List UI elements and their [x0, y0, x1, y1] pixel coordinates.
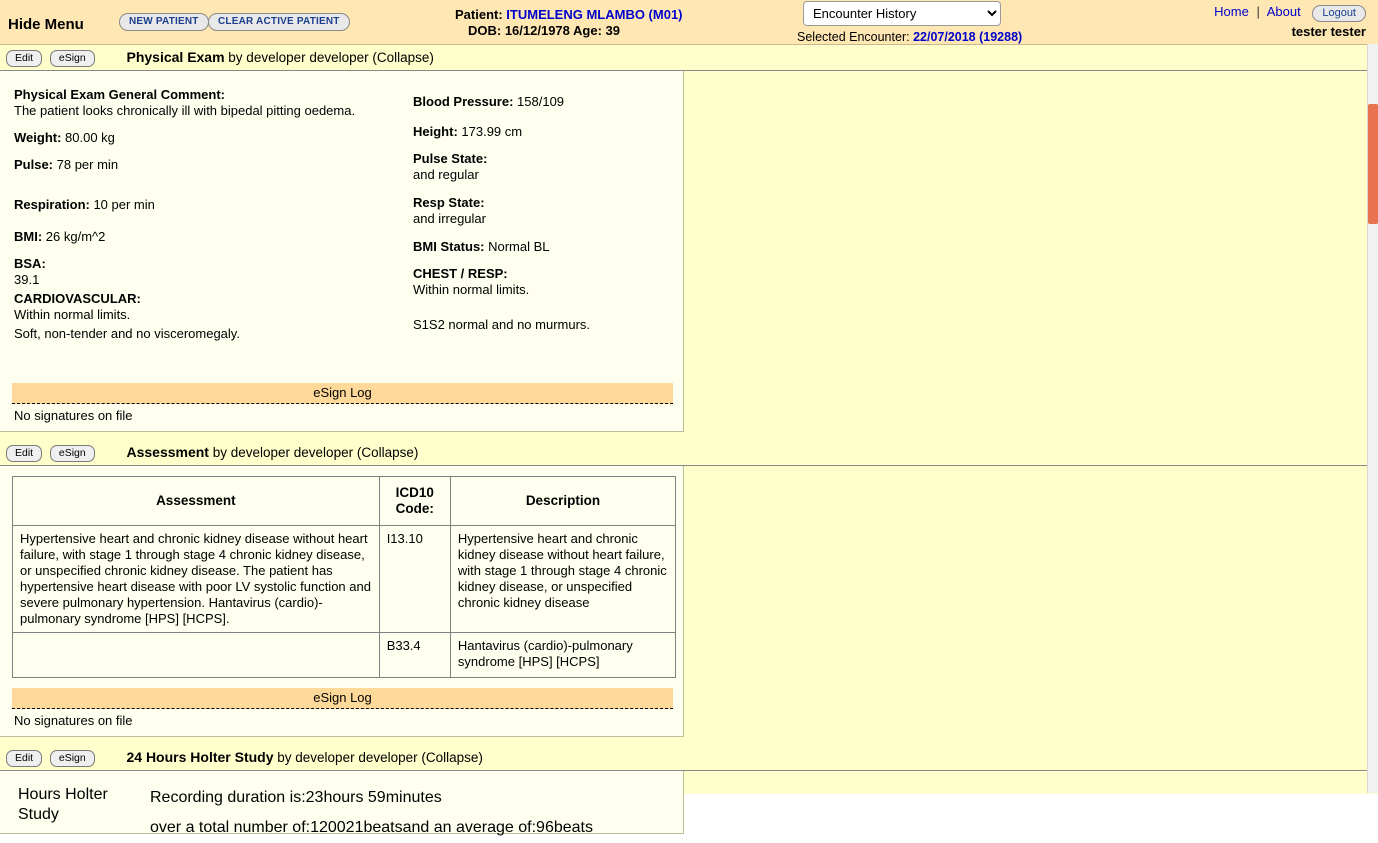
pe-field-label: CHEST / RESP:	[413, 265, 508, 281]
cell-assessment	[13, 632, 380, 677]
table-row	[13, 525, 676, 632]
physical-exam-edit-button[interactable]: Edit	[6, 50, 42, 67]
pe-field-label: BMI:	[14, 228, 43, 244]
holter-byline[interactable]: by developer developer (Collapse)	[273, 749, 483, 765]
pe-field-value: and regular	[413, 166, 479, 182]
cell-description: Hantavirus (cardio)-pulmonary syndrome [HPS] [HCPS]	[450, 632, 675, 677]
pe-field	[14, 130, 409, 146]
pe-field-value: 78 per min	[53, 156, 119, 172]
physical-exam-section-header	[0, 45, 1378, 71]
link-separator: |	[1256, 4, 1260, 19]
pe-field	[413, 195, 673, 227]
selected-encounter	[797, 30, 1022, 44]
holter-line-1: Recording duration is:23hours 59minutes	[150, 788, 442, 806]
physical-exam-body	[0, 71, 683, 383]
pe-field-value: 10 per min	[89, 196, 155, 212]
assessment-esign-log-bar[interactable]: eSign Log	[12, 688, 673, 709]
pe-field	[14, 291, 409, 323]
cell-description: Hypertensive heart and chronic kidney disease without heart failure, with stage 1 through stage 4 chronic kidney disease, or unspecified chronic kidney disease	[450, 525, 675, 632]
pe-field	[14, 197, 409, 213]
cell-assessment: Hypertensive heart and chronic kidney disease without heart failure, with stage 1 through stage 4 chronic kidney disease, or unspecified chronic kidney disease. The patient has hypertensive heart disease with poor LV systolic function and severe pulmonary hypertension. Hantavirus (cardio)-pulmonary syndrome [HPS] [HCPS].	[13, 525, 380, 632]
patient-info	[455, 6, 683, 23]
assessment-table	[12, 476, 676, 678]
assessment-title: Assessment	[126, 443, 209, 460]
pe-field	[413, 94, 673, 110]
physical-exam-left-column	[14, 87, 409, 353]
pe-field-value: 80.00 kg	[61, 129, 115, 145]
column-header-assessment: Assessment	[13, 476, 380, 525]
pe-field	[14, 256, 409, 288]
assessment-edit-button[interactable]: Edit	[6, 445, 42, 462]
pe-field-value: The patient looks chronically ill with bipedal pitting oedema.	[14, 102, 356, 118]
holter-body	[0, 771, 683, 841]
pe-field-label: Pulse:	[14, 156, 54, 172]
pe-field-label: Height:	[413, 123, 458, 139]
holter-section-header	[0, 745, 1378, 771]
cell-icd10: I13.10	[379, 525, 450, 632]
assessment-panel	[0, 466, 684, 737]
table-header-row	[13, 476, 676, 525]
pe-field-label: Respiration:	[14, 196, 90, 212]
patient-dob: DOB: 16/12/1978 Age: 39	[468, 23, 620, 38]
encounter-history-select[interactable]	[803, 1, 1001, 26]
pe-field-value: 158/109	[513, 93, 565, 109]
physical-exam-esign-log-bar[interactable]: eSign Log	[12, 383, 673, 404]
pe-field-label: Physical Exam General Comment:	[14, 86, 225, 102]
holter-text	[150, 783, 593, 843]
pe-field	[413, 151, 673, 183]
vertical-scrollbar-track[interactable]	[1367, 44, 1378, 793]
pe-field	[14, 326, 409, 342]
holter-esign-button[interactable]: eSign	[50, 750, 95, 767]
patient-name[interactable]: ITUMELENG MLAMBO (M01)	[506, 7, 683, 22]
pe-field	[413, 124, 673, 140]
assessment-table-head	[13, 476, 676, 525]
current-user-name: tester tester	[1291, 24, 1366, 39]
pe-field-label: CARDIOVASCULAR:	[14, 290, 141, 306]
logout-button[interactable]: Logout	[1312, 5, 1366, 22]
pe-field-value: Within normal limits.	[413, 281, 530, 297]
pe-field-value: Soft, non-tender and no visceromegaly.	[14, 325, 240, 341]
physical-exam-no-signatures: No signatures on file	[14, 407, 133, 423]
pe-field	[413, 239, 673, 255]
holter-label: Hours Holter Study	[18, 785, 108, 823]
pe-field-value: and irregular	[413, 210, 486, 226]
content-area	[0, 45, 1378, 836]
assessment-table-body	[13, 525, 676, 677]
column-header-description: Description	[450, 476, 675, 525]
home-link[interactable]: Home	[1214, 4, 1249, 19]
pe-field-value: Normal BL	[484, 238, 550, 254]
assessment-section-header	[0, 440, 1378, 466]
selected-encounter-value[interactable]: 22/07/2018 (19288)	[913, 30, 1023, 44]
table-row	[13, 632, 676, 677]
pe-field-value: 26 kg/m^2	[42, 228, 106, 244]
pe-field-label: BMI Status:	[413, 238, 485, 254]
physical-exam-panel	[0, 71, 684, 432]
pe-field	[14, 229, 409, 245]
holter-edit-button[interactable]: Edit	[6, 750, 42, 767]
clear-active-patient-button[interactable]: CLEAR ACTIVE PATIENT	[208, 13, 350, 31]
assessment-table-wrap	[0, 466, 683, 680]
pe-field	[14, 157, 409, 173]
holter-panel	[0, 771, 684, 834]
about-link[interactable]: About	[1266, 4, 1301, 19]
selected-encounter-label: Selected Encounter:	[797, 30, 910, 44]
new-patient-button[interactable]: NEW PATIENT	[119, 13, 209, 31]
pe-field	[413, 317, 673, 333]
pe-field-value: 39.1	[14, 271, 40, 287]
pe-field-label: Weight:	[14, 129, 62, 145]
physical-exam-title: Physical Exam	[126, 49, 225, 65]
pe-field	[413, 266, 673, 298]
pe-field-value: S1S2 normal and no murmurs.	[413, 316, 591, 332]
assessment-esign-button[interactable]: eSign	[50, 445, 95, 462]
patient-label: Patient:	[455, 7, 503, 22]
cell-icd10: B33.4	[379, 632, 450, 677]
assessment-no-signatures: No signatures on file	[14, 712, 133, 728]
assessment-byline[interactable]: by developer developer (Collapse)	[208, 444, 419, 460]
pe-field-label: Blood Pressure:	[413, 93, 514, 109]
holter-title: 24 Hours Holter Study	[126, 748, 274, 765]
pe-field-value: Within normal limits.	[14, 306, 131, 322]
hide-menu-button[interactable]: Hide Menu	[8, 16, 84, 33]
pe-field-label: BSA:	[14, 255, 46, 271]
pe-field	[14, 87, 409, 119]
pe-field-value: 173.99 cm	[457, 123, 523, 139]
physical-exam-byline[interactable]: by developer developer (Collapse)	[224, 50, 434, 65]
pe-field-label: Pulse State:	[413, 150, 488, 166]
holter-line-2: over a total number of:120021beatsand an average of:96beats	[150, 818, 593, 836]
top-right-links	[1214, 4, 1366, 22]
top-header-bar	[0, 0, 1378, 45]
vertical-scrollbar-thumb[interactable]	[1368, 104, 1378, 224]
pe-field-label: Resp State:	[413, 194, 485, 210]
physical-exam-esign-button[interactable]: eSign	[50, 50, 95, 67]
column-header-icd10: ICD10 Code:	[379, 476, 450, 525]
physical-exam-right-column	[413, 87, 673, 344]
